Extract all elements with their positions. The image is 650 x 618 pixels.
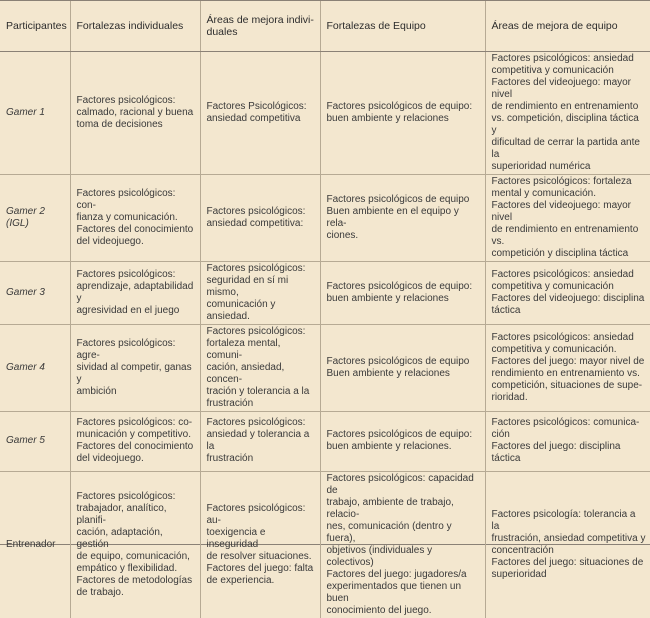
team-improvement-cell: Factores psicológicos: ansiedad competitiva y comunicación Factores del videojuego: disciplina táctica <box>485 261 650 324</box>
table-row <box>0 174 650 261</box>
individual-strengths-cell: Factores psicológicos: trabajador, analítico, planifi- cación, adaptación, gestión de equipo, comunicación, empático y flexibilidad. Factores de metodologías de trabajo. <box>70 471 200 618</box>
individual-strengths-cell: Factores psicológicos: co- municación y competitivo. Factores del conocimiento del videojuego. <box>70 411 200 471</box>
header-row <box>0 1 650 51</box>
participant-cell: Gamer 1 <box>0 51 70 174</box>
team-strengths-cell: Factores psicológicos: capacidad de trabajo, ambiente de trabajo, relacio- nes, comunicación (dentro y fuera), objetivos (individuales y colectivos) Factores del juego: jugadores/a experimentados que tienen un buen conocimiento del juego. <box>320 471 485 618</box>
header-team-improvement: Áreas de mejora de equipo <box>485 1 650 51</box>
header-team-strengths: Fortalezas de Equipo <box>320 1 485 51</box>
individual-improvement-cell: Factores psicológicos: ansiedad competitiva: <box>200 174 320 261</box>
table-row <box>0 471 650 618</box>
individual-improvement-cell: Factores psicológicos: ansiedad y tolerancia a la frustración <box>200 411 320 471</box>
individual-strengths-cell: Factores psicológicos: agre- sividad al competir, ganas y ambición <box>70 324 200 411</box>
individual-improvement-cell: Factores psicológicos: seguridad en sí mi mismo, comunicación y ansiedad. <box>200 261 320 324</box>
team-improvement-cell: Factores psicológicos: fortaleza mental y comunicación. Factores del videojuego: mayor nivel de rendimiento en entrenamiento vs. competición y disciplina táctica <box>485 174 650 261</box>
header-participants: Participantes <box>0 1 70 51</box>
team-improvement-cell: Factores psicológicos: ansiedad competitiva y comunicación Factores del videojuego: mayor nivel de rendimiento en entrenamiento vs. competición, disciplina táctica y dificultad de cerrar la partida ante la superioridad numérica <box>485 51 650 174</box>
team-strengths-cell: Factores psicológicos de equipo: buen ambiente y relaciones. <box>320 411 485 471</box>
table-row <box>0 324 650 411</box>
team-improvement-cell: Factores psicológicos: ansiedad competitiva y comunicación. Factores del juego: mayor nivel de rendimiento en entrenamiento vs. competición, situaciones de supe- rioridad. <box>485 324 650 411</box>
team-improvement-cell: Factores psicología: tolerancia a la frustración, ansiedad competitiva y concentración Factores del juego: situaciones de superioridad <box>485 471 650 618</box>
header-individual-strengths: Fortalezas individuales <box>70 1 200 51</box>
participant-cell: Gamer 4 <box>0 324 70 411</box>
participant-cell: Gamer 2 (IGL) <box>0 174 70 261</box>
table-row <box>0 51 650 174</box>
individual-improvement-cell: Factores psicológicos: au- toexigencia e inseguridad de resolver situaciones. Factores del juego: falta de experiencia. <box>200 471 320 618</box>
team-strengths-cell: Factores psicológicos de equipo: buen ambiente y relaciones <box>320 261 485 324</box>
individual-improvement-cell: Factores psicológicos: fortaleza mental, comuni- cación, ansiedad, concen- tración y tolerancia a la frustración <box>200 324 320 411</box>
participant-cell: Entrenador <box>6 538 56 550</box>
individual-improvement-cell: Factores Psicológicos: ansiedad competitiva <box>200 51 320 174</box>
individual-strengths-cell: Factores psicológicos: aprendizaje, adaptabilidad y agresividad en el juego <box>70 261 200 324</box>
team-strengths-cell: Factores psicológicos de equipo Buen ambiente y relaciones <box>320 324 485 411</box>
table-row <box>0 411 650 471</box>
header-individual-improvement: Áreas de mejora indivi- duales <box>200 1 320 51</box>
team-strengths-cell: Factores psicológicos de equipo Buen ambiente en el equipo y rela- ciones. <box>320 174 485 261</box>
team-strengths-cell: Factores psicológicos de equipo: buen ambiente y relaciones <box>320 51 485 174</box>
individual-strengths-cell: Factores psicológicos: con- fianza y comunicación. Factores del conocimiento del videojuego. <box>70 174 200 261</box>
participant-cell: Gamer 5 <box>0 411 70 471</box>
team-improvement-cell: Factores psicológicos: comunica- ción Factores del juego: disciplina táctica <box>485 411 650 471</box>
results-table <box>0 1 650 618</box>
individual-strengths-cell: Factores psicológicos: calmado, racional y buena toma de decisiones <box>70 51 200 174</box>
participant-cell: Gamer 3 <box>0 261 70 324</box>
table-row <box>0 261 650 324</box>
